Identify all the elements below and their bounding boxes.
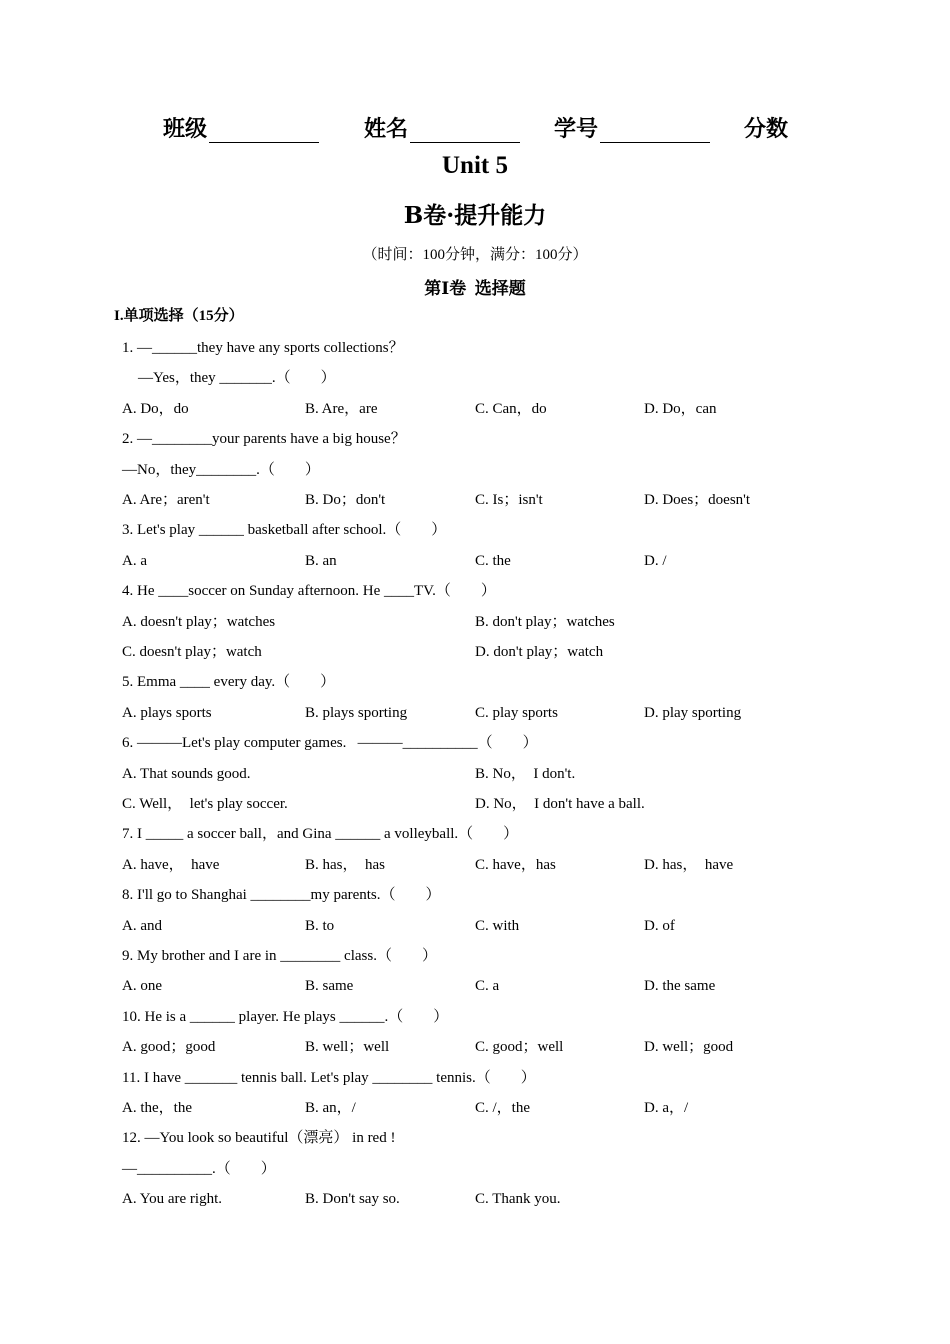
student-id-field[interactable] [554,112,710,143]
option[interactable]: B. to [305,918,335,934]
question-stem: 11. I have _______ tennis ball. Let's play ________ tennis.（ ） [122,1070,536,1086]
option[interactable]: B. an [305,553,337,569]
option[interactable]: A. good；good [122,1039,216,1055]
question-stem: 6. ———Let's play computer games. ———__________（ ） [122,735,538,751]
name-blank[interactable] [410,120,520,143]
option[interactable]: C. Thank you. [475,1191,561,1207]
option[interactable]: B. Are，are [305,401,378,417]
option[interactable]: C. a [475,978,500,994]
option[interactable]: D. don't play；watch [475,644,604,660]
score-label: 分数 [744,117,789,142]
section-title: I.单项选择（15分） [114,308,244,324]
option[interactable]: C. doesn't play；watch [122,644,262,660]
question-stem: —Yes，they _______.（ ） [138,370,336,386]
option[interactable]: C. with [475,918,520,934]
option[interactable]: A. the，the [122,1100,192,1116]
option[interactable]: C. Can，do [475,401,547,417]
option[interactable]: C. Well， let's play soccer. [122,796,288,812]
option[interactable]: C. play sports [475,705,558,721]
option[interactable]: D. the same [644,978,716,994]
option[interactable]: B. well；well [305,1039,390,1055]
question-stem: 1. —______they have any sports collections？ [122,340,404,356]
student-id-label: 学号 [554,117,599,142]
unit-title: Unit 5 [442,152,508,179]
question-stem: 12. —You look so beautiful（漂亮） in red ! [122,1130,396,1146]
option[interactable]: D. well；good [644,1039,734,1055]
option[interactable]: C. have，has [475,857,556,873]
question-stem: 8. I'll go to Shanghai ________my parents.（ ） [122,887,441,903]
name-field[interactable] [364,112,520,143]
question-stem: 9. My brother and I are in ________ class.（ ） [122,948,437,964]
class-label: 班级 [163,117,208,142]
option[interactable]: A. That sounds good. [122,766,251,782]
question-stem: 5. Emma ____ every day.（ ） [122,674,336,690]
question-stem: 3. Let's play ______ basketball after school.（ ） [122,522,447,538]
option[interactable]: B. Don't say so. [305,1191,400,1207]
option[interactable]: D. / [644,553,667,569]
option[interactable]: A. a [122,553,147,569]
question-stem: 4. He ____soccer on Sunday afternoon. He ____TV.（ ） [122,583,496,599]
question-stem: 10. He is a ______ player. He plays ______.（ ） [122,1009,449,1025]
option[interactable]: A. You are right. [122,1191,222,1207]
option[interactable]: A. and [122,918,162,934]
option[interactable]: B. an，/ [305,1100,356,1116]
question-stem: 7. I _____ a soccer ball，and Gina ______ a volleyball.（ ） [122,826,519,842]
option[interactable]: C. Is；isn't [475,492,543,508]
option[interactable]: D. No， I don't have a ball. [475,796,645,812]
option[interactable]: D. a，/ [644,1100,689,1116]
option[interactable]: B. has， has [305,857,385,873]
question-stem: 2. —________your parents have a big house？ [122,431,406,447]
option[interactable]: B. No， I don't. [475,766,576,782]
option[interactable]: D. has， have [644,857,734,873]
paper-title: B卷·提升能力 [403,202,547,229]
volume-title: 第Ⅰ卷 选择题 [424,279,526,298]
class-blank[interactable] [209,120,319,143]
option[interactable]: A. doesn't play；watches [122,614,276,630]
option[interactable]: A. Do，do [122,401,189,417]
option[interactable]: A. Are；aren't [122,492,210,508]
option[interactable]: C. good；well [475,1039,564,1055]
option[interactable]: D. Does；doesn't [644,492,751,508]
option[interactable]: A. have， have [122,857,220,873]
name-label: 姓名 [364,117,409,142]
question-stem: —__________.（ ） [122,1161,276,1177]
student-id-blank[interactable] [600,120,710,143]
option[interactable]: D. play sporting [644,705,742,721]
option[interactable]: C. the [475,553,511,569]
option[interactable]: C. /，the [475,1100,530,1116]
option[interactable]: D. of [644,918,675,934]
option[interactable]: D. Do，can [644,401,717,417]
time-info: （时间：100分钟，满分：100分） [362,247,588,263]
option[interactable]: A. one [122,978,162,994]
option[interactable]: A. plays sports [122,705,212,721]
option[interactable]: B. same [305,978,354,994]
class-field[interactable] [163,112,319,143]
option[interactable]: B. don't play；watches [475,614,615,630]
question-stem: —No，they________.（ ） [122,462,320,478]
option[interactable]: B. Do；don't [305,492,386,508]
option[interactable]: B. plays sporting [305,705,408,721]
